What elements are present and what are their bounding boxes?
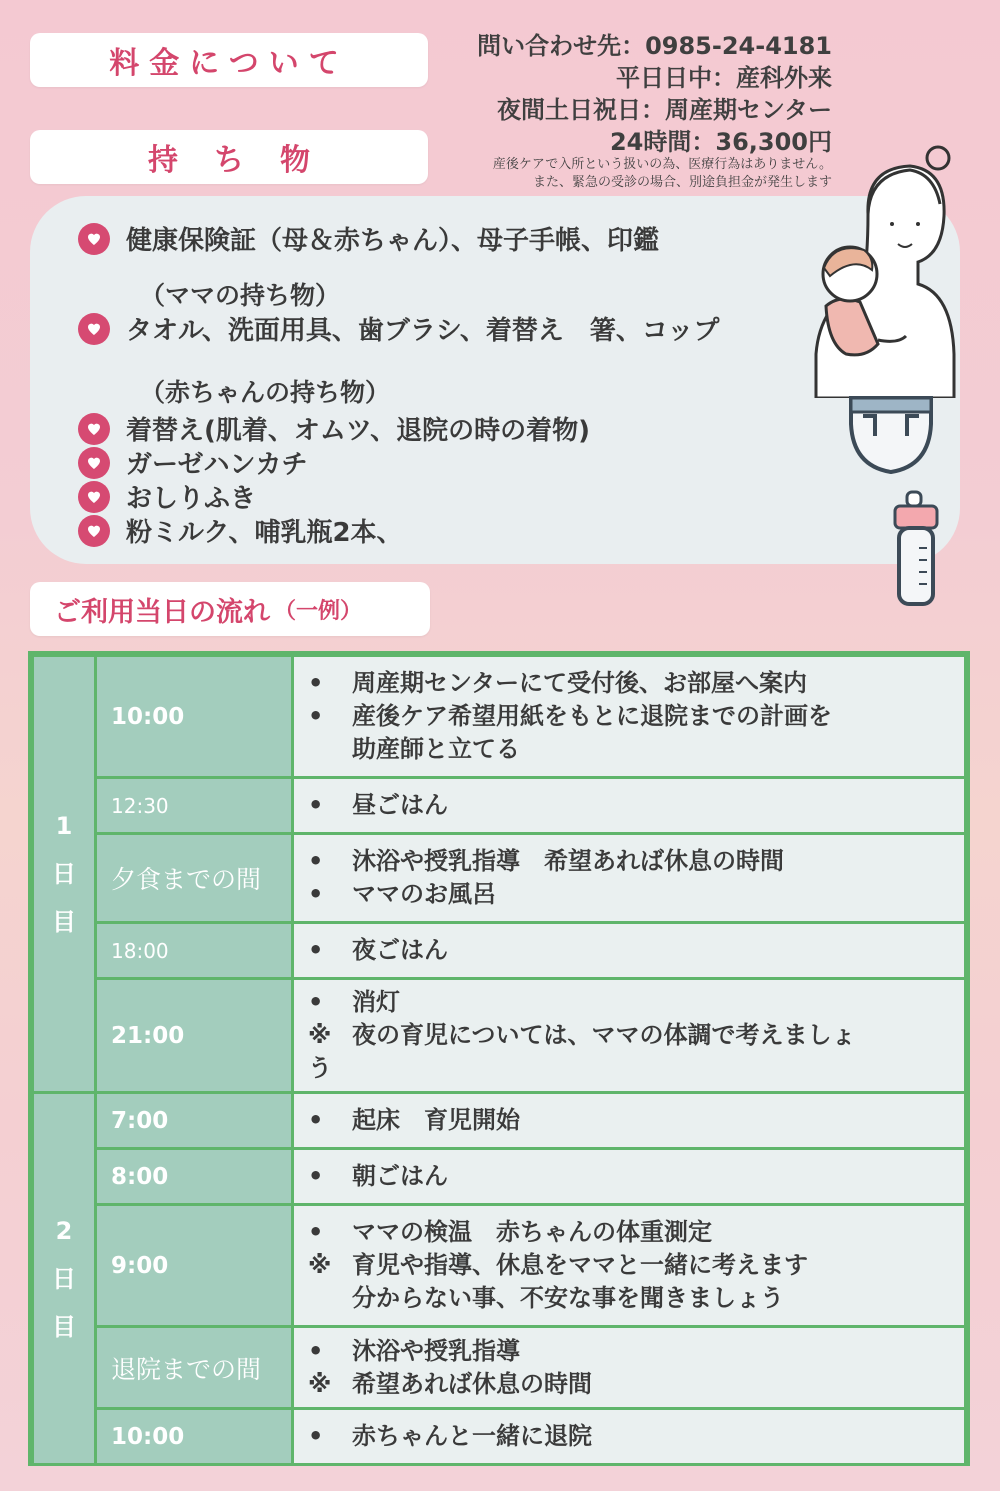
desc-line: 朝ごはん: [352, 1162, 448, 1190]
flow-heading-text: ご利用当日の流れ: [54, 596, 270, 628]
bullet: •: [308, 988, 324, 1016]
time-cell: 10:00: [96, 1409, 293, 1465]
fee-heading: 料金について: [30, 33, 428, 87]
items-heading: 持ち物: [30, 130, 428, 184]
flow-heading-paren: （一例）: [274, 598, 363, 624]
table-row: [33, 778, 966, 834]
table-row: [33, 1327, 966, 1409]
night-info: 夜間土日祝日：周産期センター: [496, 96, 832, 124]
bullet: •: [308, 880, 324, 908]
day-2-char: 目: [52, 1312, 76, 1341]
baby-bottle-icon: [885, 488, 947, 612]
desc-line: 周産期センターにて受付後、お部屋へ案内: [352, 669, 808, 697]
item-baby-text: ガーゼハンカチ: [126, 450, 308, 480]
fee-note-2: また、緊急の受診の場合、別途負担金が発生します: [532, 175, 832, 190]
note-mark: ※: [308, 1251, 332, 1279]
table-row: [33, 979, 966, 1093]
desc-cell: [293, 834, 966, 923]
desc-cell: [293, 1327, 966, 1409]
time-cell: 7:00: [96, 1093, 293, 1149]
bullet: •: [308, 1218, 324, 1246]
desc-line: 昼ごはん: [352, 791, 448, 819]
desc-cell: [293, 778, 966, 834]
day-2-label: [33, 1093, 96, 1465]
bullet: •: [308, 791, 324, 819]
item-baby-text: 着替え(肌着、オムツ、退院の時の着物): [126, 416, 590, 446]
item-baby-text: おしりふき: [126, 484, 257, 514]
desc-line: ママの検温 赤ちゃんの体重測定: [352, 1218, 712, 1246]
bullet: •: [308, 1422, 324, 1450]
heart-icon: [78, 515, 110, 547]
heart-icon: [78, 447, 110, 479]
baby-items-heading: （赤ちゃんの持ち物）: [140, 378, 391, 407]
table-row: [33, 1093, 966, 1149]
item-baby: [78, 478, 256, 515]
desc-line: 夜の育児については、ママの体調で考えましょ: [352, 1021, 856, 1049]
time-cell: 12:30: [96, 778, 293, 834]
diaper-icon: [845, 390, 937, 480]
desc-line: 助産師と立てる: [352, 735, 520, 763]
table-row: [33, 923, 966, 979]
day-1-digit: 1: [55, 812, 73, 840]
day-1-char: 日: [52, 860, 76, 888]
desc-cell: [293, 1205, 966, 1327]
bullet: •: [308, 1106, 324, 1134]
desc-line: 赤ちゃんと一緒に退院: [352, 1422, 592, 1450]
desc-cell: [293, 923, 966, 979]
mama-items-heading: （ママの持ち物）: [140, 281, 341, 310]
heart-icon: [78, 481, 110, 513]
bullet: •: [308, 847, 324, 875]
bullet: •: [308, 1336, 324, 1365]
note-mark: ※: [308, 1369, 332, 1398]
time-cell: 夕食までの間: [96, 834, 293, 923]
bullet: •: [308, 669, 324, 697]
price-info: 24時間：36,300円: [609, 128, 832, 156]
time-cell: 18:00: [96, 923, 293, 979]
bullet: •: [308, 702, 324, 730]
desc-line: 沐浴や授乳指導: [352, 1336, 520, 1365]
desc-line: う: [308, 1054, 332, 1082]
table-row: [33, 1205, 966, 1327]
contact-phone: 問い合わせ先：0985-24-4181: [477, 32, 832, 60]
item-mama-text: タオル、洗面用具、歯ブラシ、着替え 箸、コップ: [126, 316, 720, 346]
desc-cell: [293, 1093, 966, 1149]
heart-icon: [78, 313, 110, 345]
desc-line: 分からない事、不安な事を聞きましょう: [352, 1284, 784, 1312]
table-row: [33, 834, 966, 923]
fee-note-1: 産後ケアで入所という扱いの為、医療行為はありません。: [492, 157, 832, 172]
table-row: [33, 1409, 966, 1465]
day-1-char: 目: [52, 908, 76, 936]
day-2-char: 日: [52, 1264, 76, 1293]
weekday-info: 平日日中：産科外来: [616, 64, 832, 92]
desc-cell: [293, 1149, 966, 1205]
desc-cell: [293, 1409, 966, 1465]
desc-line: 夜ごはん: [352, 936, 448, 964]
time-cell: 10:00: [96, 656, 293, 778]
flow-heading: [30, 582, 430, 636]
time-cell: 退院までの間: [96, 1327, 293, 1409]
item-baby: [78, 444, 307, 481]
table-row: [33, 656, 966, 778]
item-baby: [78, 410, 590, 447]
desc-line: 産後ケア希望用紙をもとに退院までの計画を: [352, 702, 832, 730]
item-common: [78, 220, 659, 257]
day-2-digit: 2: [55, 1216, 73, 1245]
bullet: •: [308, 936, 324, 964]
desc-line: 沐浴や授乳指導 希望あれば休息の時間: [352, 847, 784, 875]
schedule-table: [28, 651, 970, 1466]
desc-line: 消灯: [352, 988, 400, 1016]
desc-line: ママのお風呂: [352, 880, 496, 908]
fee-notes: [493, 156, 832, 192]
heart-icon: [78, 223, 110, 255]
desc-line: 希望あれば休息の時間: [352, 1369, 592, 1398]
item-baby-text: 粉ミルク、哺乳瓶2本、: [126, 518, 403, 548]
time-cell: 8:00: [96, 1149, 293, 1205]
item-baby: [78, 512, 403, 549]
table-row: [33, 1149, 966, 1205]
desc-line: 育児や指導、休息をママと一緒に考えます: [352, 1251, 808, 1279]
time-cell: 21:00: [96, 979, 293, 1093]
heart-icon: [78, 413, 110, 445]
desc-cell: [293, 979, 966, 1093]
bullet: •: [308, 1162, 324, 1190]
item-common-text: 健康保険証（母＆赤ちゃん）、母子手帳、印鑑: [126, 226, 660, 256]
day-1-label: [33, 656, 96, 1093]
note-mark: ※: [308, 1021, 332, 1049]
item-mama: [78, 310, 719, 347]
time-cell: 9:00: [96, 1205, 293, 1327]
desc-line: 起床 育児開始: [352, 1106, 520, 1134]
mother-and-baby-illustration: [806, 144, 962, 398]
desc-cell: [293, 656, 966, 778]
